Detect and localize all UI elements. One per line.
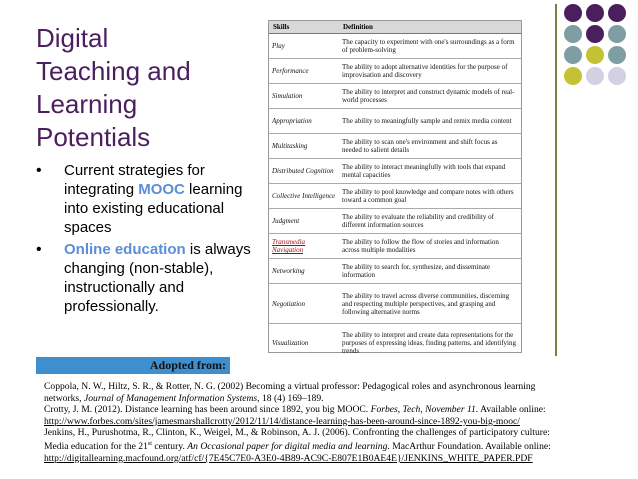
- decor-vertical-line: [555, 4, 557, 356]
- title-line: Potentials: [36, 122, 151, 152]
- table-row: [269, 34, 521, 59]
- table-row: [269, 259, 521, 284]
- reference-text: century.: [151, 441, 188, 453]
- table-row: [269, 234, 521, 259]
- bullet-list: [36, 161, 256, 319]
- reference-line: Jenkins, H., Purushotma, R., Clinton, K., Weigel, M., & Robinson, A. J. (2006). Confronting the challenges of participatory culture:: [44, 427, 550, 439]
- table-row: [269, 159, 521, 184]
- decor-dot: [586, 4, 604, 22]
- reference-text: . MacArthur Foundation. Available online:: [387, 441, 551, 453]
- decor-dot: [586, 46, 604, 64]
- skill-cell: Distributed Cognition: [269, 159, 339, 184]
- definition-cell: The ability to adopt alternative identities for the purpose of improvisation and discovery: [339, 59, 521, 84]
- skill-cell: Simulation: [269, 84, 339, 109]
- reference-text: networks,: [44, 392, 84, 404]
- bullet-highlight: Online education: [64, 241, 186, 258]
- table-row: [269, 209, 521, 234]
- table-header: Skills: [269, 21, 339, 34]
- definition-cell: The ability to search for, synthesize, and disseminate information: [339, 259, 521, 284]
- skill-cell: Visualization: [269, 324, 339, 363]
- definition-cell: The ability to meaningfully sample and remix media content: [339, 109, 521, 134]
- reference-line: Coppola, N. W., Hiltz, S. R., & Rotter, N. G. (2002) Becoming a virtual professor: Pedagogical roles and asynchronous learning: [44, 381, 536, 392]
- bullet-icon: •: [36, 162, 42, 179]
- adopted-from-label: Adopted from:: [36, 357, 230, 374]
- table-header-row: [269, 21, 521, 34]
- skill-cell: Transmedia Navigation: [269, 234, 339, 259]
- bullet-icon: •: [36, 241, 42, 258]
- reference-line: [44, 404, 636, 416]
- skill-cell: Judgment: [269, 209, 339, 234]
- definition-cell: The ability to travel across diverse communities, discerning and respecting multiple perspectives, and grasping and following alternative norms: [339, 284, 521, 324]
- decor-dot: [586, 25, 604, 43]
- skill-cell: Play: [269, 34, 339, 59]
- table-row: [269, 324, 521, 363]
- decor-dot: [608, 4, 626, 22]
- title-line: Learning: [36, 89, 138, 119]
- reference-superscript: st: [147, 440, 152, 447]
- title-line: Teaching and: [36, 56, 191, 86]
- table-row: [269, 284, 521, 324]
- table-row: [269, 184, 521, 209]
- decor-dot: [608, 67, 626, 85]
- reference-text: , 18 (4) 169–189.: [257, 392, 324, 404]
- skill-cell: Multitasking: [269, 134, 339, 159]
- reference-line: [44, 439, 636, 453]
- table-row: [269, 84, 521, 109]
- decor-dot: [564, 46, 582, 64]
- definition-cell: The capacity to experiment with one's surroundings as a form of problem-solving: [339, 34, 521, 59]
- reference-line: [44, 393, 636, 405]
- journal-name: Journal of Management Information Systems: [83, 392, 258, 404]
- table-row: [269, 109, 521, 134]
- definition-cell: The ability to interpret and create data representations for the purposes of expressing ideas, finding patterns, and identifying trends: [339, 324, 521, 363]
- decor-dot: [564, 67, 582, 85]
- table-header: Definition: [339, 21, 521, 34]
- definition-cell: The ability to follow the flow of stories and information across multiple modalities: [339, 234, 521, 259]
- skill-cell: Performance: [269, 59, 339, 84]
- slide-title: [36, 22, 266, 154]
- bullet-item: [36, 240, 256, 316]
- journal-name: Forbes, Tech, November 11.: [370, 404, 479, 416]
- decor-dot: [586, 67, 604, 85]
- title-line: Digital: [36, 23, 109, 53]
- definition-cell: The ability to scan one's environment and shift focus as needed to salient details: [339, 134, 521, 159]
- bullet-highlight: MOOC: [138, 181, 185, 198]
- reference-link[interactable]: http://www.forbes.com/sites/jamesmarshallcrotty/2012/11/14/distance-learning-has-been-around-since-1892-you-big-mooc/: [44, 415, 520, 427]
- bullet-text: is always changing (non-stable), instructionally and professionally.: [64, 241, 251, 315]
- references: [44, 381, 636, 464]
- bullet-item: [36, 161, 256, 237]
- reference-text: Crotty, J. M. (2012). Distance learning has been around since 1892, you big MOOC.: [44, 404, 371, 416]
- bullet-text: Current strategies for integrating: [64, 162, 205, 198]
- journal-name: An Occasional paper for digital media and learning: [187, 441, 388, 453]
- decor-dot: [564, 25, 582, 43]
- reference-text: Available online:: [478, 404, 546, 416]
- skill-cell: Networking: [269, 259, 339, 284]
- table-row: [269, 134, 521, 159]
- definition-cell: The ability to interpret and construct dynamic models of real-world processes: [339, 84, 521, 109]
- table-row: [269, 59, 521, 84]
- bullet-text: learning into existing educational spaces: [64, 181, 243, 236]
- decor-dot: [564, 4, 582, 22]
- skill-cell: Appropriation: [269, 109, 339, 134]
- reference-link[interactable]: http://digitallearning.macfound.org/atf/cf/{7E45C7E0-A3E0-4B89-AC9C-E807E1B0AE4E}/JENKINS_WHITE_PAPER.PDF: [44, 452, 533, 464]
- skills-table: [269, 21, 521, 363]
- definition-cell: The ability to pool knowledge and compare notes with others toward a common goal: [339, 184, 521, 209]
- definition-cell: The ability to evaluate the reliability and credibility of different information sources: [339, 209, 521, 234]
- skill-cell: Negotiation: [269, 284, 339, 324]
- skill-cell: Collective Intelligence: [269, 184, 339, 209]
- decor-dot: [608, 46, 626, 64]
- skills-table-image: [268, 20, 522, 356]
- decor-dot: [608, 25, 626, 43]
- reference-text: Media education for the 21: [44, 441, 148, 453]
- definition-cell: The ability to interact meaningfully with tools that expand mental capacities: [339, 159, 521, 184]
